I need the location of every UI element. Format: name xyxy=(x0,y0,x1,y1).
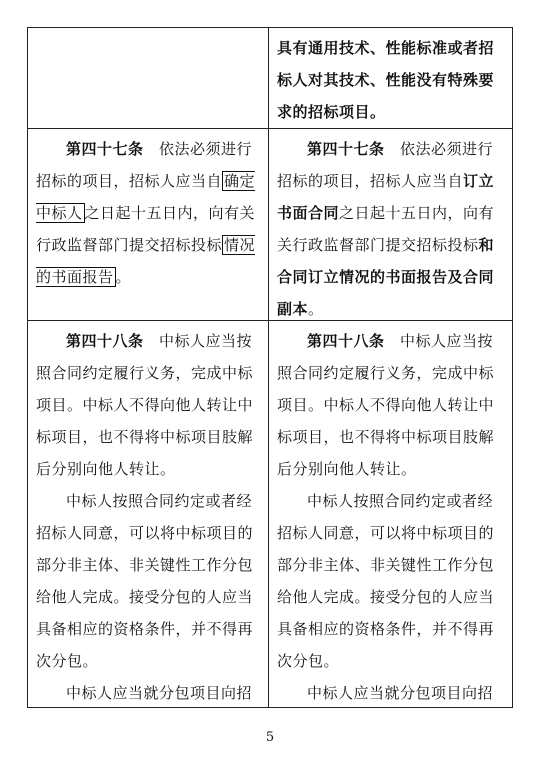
clause-paragraph xyxy=(36,485,260,677)
bold-text: 第四十七条 xyxy=(66,140,144,158)
table-row xyxy=(28,129,512,321)
cell-original xyxy=(28,129,269,320)
comparison-table xyxy=(27,27,513,708)
clause-paragraph xyxy=(36,677,260,707)
bold-text: 具有通用技术、性能标准或者招标人对其技术、性能没有特殊要求的招标项目。 xyxy=(277,39,495,121)
page-number: 5 xyxy=(265,730,275,745)
text-segment: 中标人应当按照合同约定履行义务，完成中标项目。中标人不得向他人转让中标项目，也不得将中标项目肢解后分别向他人转让。 xyxy=(277,332,495,478)
text-segment: 之日起十五日内，向有关行政监督部门提交招标投标 xyxy=(36,204,256,254)
cell-original xyxy=(28,321,269,707)
cell-revised xyxy=(269,129,512,320)
text-segment: 中标人按照合同约定或者经招标人同意，可以将中标项目的部分非主体、非关键性工作分包给他人完成。接受分包的人应当具备相应的资格条件，并不得再次分包。 xyxy=(277,492,495,670)
text-segment: 中标人应当就分包项目向招 xyxy=(307,684,494,702)
text-segment: 中标人应当按照合同约定履行义务，完成中标项目。中标人不得向他人转让中标项目，也不得将中标项目肢解后分别向他人转让。 xyxy=(36,332,254,478)
text-segment: 依法必须进行招标的项目，招标人应当自 xyxy=(277,140,494,190)
clause-paragraph xyxy=(277,677,504,707)
text-segment: 。 xyxy=(115,268,132,286)
cell-revised xyxy=(269,321,512,707)
clause-paragraph xyxy=(277,32,504,128)
text-segment: 中标人按照合同约定或者经招标人同意，可以将中标项目的部分非主体、非关键性工作分包给他人完成。接受分包的人应当具备相应的资格条件，并不得再次分包。 xyxy=(36,492,254,670)
table-row xyxy=(28,321,512,707)
cell-original xyxy=(28,28,269,128)
clause-paragraph xyxy=(36,325,260,485)
bold-text: 第四十八条 xyxy=(66,332,144,350)
text-segment: 之日起十五日内，向有关行政监督部门提交招标投标 xyxy=(277,204,495,254)
boxed-text: 情况的书面报告 xyxy=(36,236,256,286)
clause-paragraph xyxy=(277,133,504,320)
bold-text: 和合同订立情况的书面报告及合同副本 xyxy=(277,236,495,318)
bold-text: 第四十八条 xyxy=(307,332,385,350)
cell-revised xyxy=(269,28,512,128)
text-segment: 。 xyxy=(308,300,324,318)
clause-paragraph xyxy=(277,325,504,485)
text-segment: 中标人应当就分包项目向招 xyxy=(66,684,253,702)
bold-text: 第四十七条 xyxy=(307,140,385,158)
clause-paragraph xyxy=(277,485,504,677)
text-segment: 依法必须进行招标的项目，招标人应当自 xyxy=(36,140,253,190)
table-row xyxy=(28,28,512,129)
clause-paragraph xyxy=(36,133,260,293)
boxed-text: 确定中标人 xyxy=(36,172,256,222)
bold-text: 订立书面合同 xyxy=(277,172,495,222)
